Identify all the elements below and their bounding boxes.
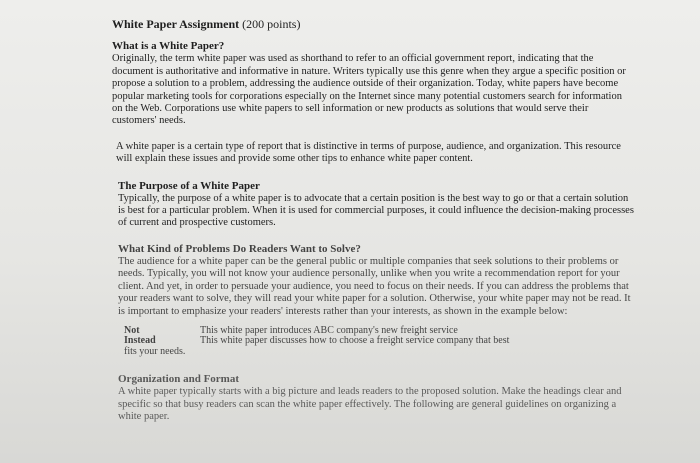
example-instead-label: Instead <box>124 335 156 347</box>
section-purpose <box>112 180 634 230</box>
title-main: White Paper Assignment <box>112 17 240 31</box>
section-heading: Organization and Format <box>118 373 239 386</box>
example-not-label: Not <box>124 324 140 336</box>
example-continuation: fits your needs. <box>124 345 186 357</box>
section-body: Typically, the purpose of a white paper is to advocate that a certain position is the best way to go or that a certain solution is best for a particular problem. When it is used for commercial purposes, it could influence the decision-making processes of current and prospective customers. <box>118 192 634 229</box>
title-points: (200 points) <box>242 17 301 31</box>
section-what-is <box>112 40 634 127</box>
section-body: A white paper typically starts with a big picture and leads readers to the proposed solution. Make the headings clear and specific so that busy readers can scan the white paper effectively. The following are general guidelines on organizing a white paper. <box>118 386 622 423</box>
document-content <box>112 18 634 424</box>
example-table <box>124 326 634 358</box>
example-instead-text: This white paper discusses how to choose a freight service company that best <box>200 335 510 347</box>
section-heading: What Kind of Problems Do Readers Want to Solve? <box>118 242 361 255</box>
section-body: Originally, the term white paper was used as shorthand to refer to an official government report, indicating that the document is authoritative and informative in nature. Writers typically use this genre when they argue a specific position or propose a solution to a problem, addressing the audience outside of their organization. Today, white papers have become popular marketing tools for corporations especially on the Internet since many potential customers search for information on the Web. Corporations use white papers to sell information or new products as solutions that would serve their customers' needs. <box>112 53 626 127</box>
section-heading: The Purpose of a White Paper <box>118 179 260 192</box>
section-organization <box>112 373 634 423</box>
section-heading: What is a White Paper? <box>112 40 225 53</box>
page-title <box>112 18 634 30</box>
example-not-text: This white paper introduces ABC company's new freight service <box>200 324 458 336</box>
section-body: The audience for a white paper can be the general public or multiple companies that seek solutions to their problems or needs. Typically, you will not know your audience personally, unlike when you write a recommendation report for your client. And yet, in order to persuade your audience, you need to focus on their needs. If you can address the problems that your readers want to solve, they will read your white paper for a solution. Otherwise, your white paper may not be read. It is important to emphasize your readers' interests rather than your interests, as shown in the example below: <box>118 255 631 317</box>
intro-paragraph: A white paper is a certain type of report that is distinctive in terms of purpose, audience, and organization. This resource will explain these issues and provide some other tips to enhance white paper content. <box>116 140 621 165</box>
section-problems <box>112 243 634 318</box>
